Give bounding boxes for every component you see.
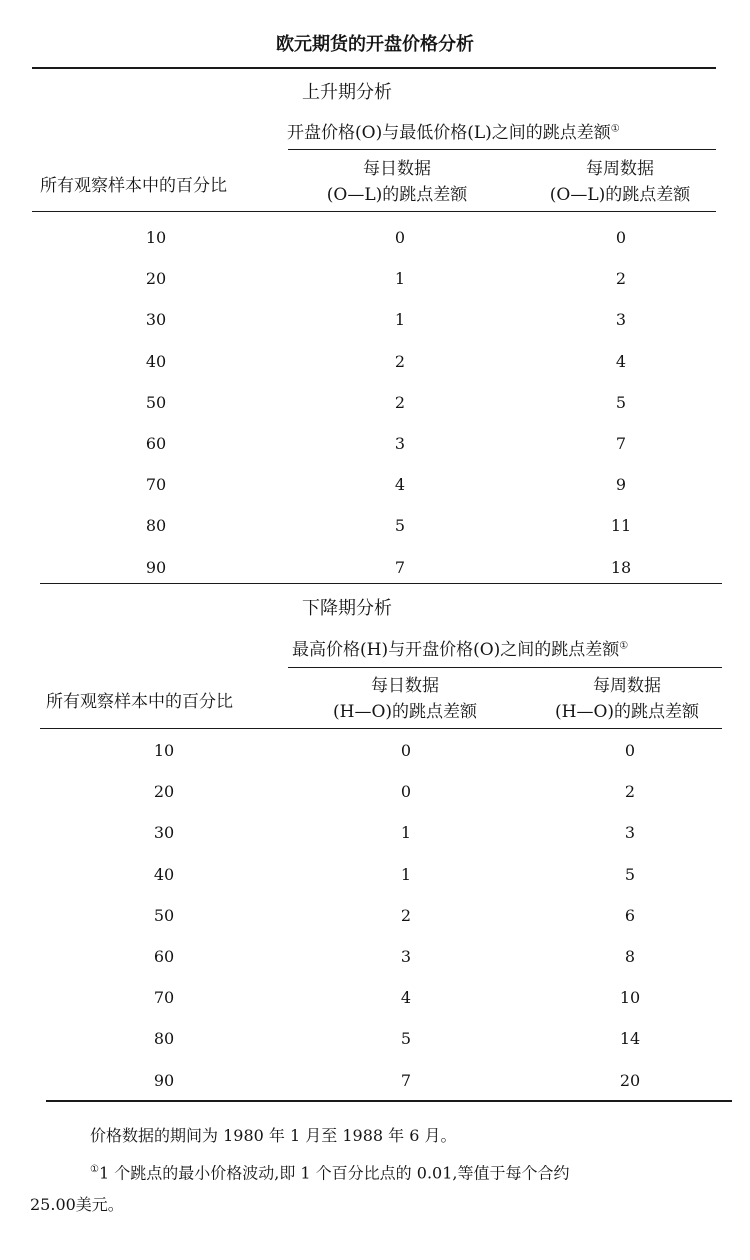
percentile-cell: 20 (153, 782, 175, 802)
footnote-mark: ① (619, 640, 629, 652)
daily-value-cell: 0 (394, 228, 406, 247)
down-weekly-header-line2: (H—O)的跳点差额 (554, 702, 700, 722)
weekly-value-cell: 10 (619, 988, 641, 1008)
percentile-cell: 50 (145, 392, 167, 412)
percentile-cell: 70 (145, 475, 167, 495)
up-sub-header (287, 118, 620, 143)
up-header-rule (32, 211, 716, 212)
down-sub-rule (288, 667, 722, 668)
footnote-text-1: 1 个跳点的最小价格波动,即 1 个百分比点的 0.01,等值于每个合约 (98, 1163, 570, 1183)
up-weekly-header-line2: (O—L)的跳点差额 (549, 185, 691, 205)
weekly-value-cell: 7 (615, 434, 627, 453)
footnote-mark: ① (610, 123, 620, 135)
weekly-value-cell: 5 (624, 864, 636, 884)
weekly-value-cell: 0 (615, 228, 627, 247)
daily-value-cell: 1 (394, 310, 406, 330)
weekly-value-cell: 6 (624, 905, 636, 925)
daily-value-cell: 7 (394, 557, 406, 577)
daily-value-cell: 2 (400, 905, 412, 925)
down-daily-header-line1: 每日数据 (371, 676, 439, 696)
daily-value-cell: 7 (400, 1070, 412, 1090)
percentile-cell: 40 (153, 864, 175, 884)
daily-value-cell: 1 (394, 269, 406, 289)
up-sub-rule (288, 149, 716, 150)
down-daily-header-line2: (H—O)的跳点差额 (332, 702, 478, 722)
percentile-cell: 60 (153, 947, 175, 966)
weekly-value-cell: 0 (624, 741, 636, 760)
weekly-value-cell: 11 (610, 516, 632, 536)
weekly-value-cell: 8 (624, 947, 636, 966)
top-rule (32, 67, 716, 69)
up-daily-header (292, 156, 502, 208)
percentile-cell: 80 (145, 516, 167, 536)
down-daily-header (300, 673, 510, 725)
down-weekly-header (522, 673, 732, 725)
weekly-value-cell: 3 (624, 823, 636, 843)
weekly-value-cell: 4 (615, 351, 627, 371)
percentile-cell: 30 (145, 310, 167, 330)
daily-value-cell: 3 (400, 947, 412, 966)
weekly-value-cell: 5 (615, 392, 627, 412)
percentile-cell: 80 (153, 1029, 175, 1049)
weekly-value-cell: 3 (615, 310, 627, 330)
daily-value-cell: 5 (400, 1029, 412, 1049)
daily-value-cell: 4 (400, 988, 412, 1008)
weekly-value-cell: 20 (619, 1070, 641, 1090)
up-weekly-header-line1: 每周数据 (586, 159, 654, 179)
down-sub-header (292, 635, 628, 660)
percentile-cell: 70 (153, 988, 175, 1008)
down-row-header: 所有观察样本中的百分比 (46, 692, 233, 712)
page-title: 欧元期货的开盘价格分析 (276, 34, 474, 55)
daily-value-cell: 2 (394, 392, 406, 412)
footnote-line1 (90, 1159, 569, 1184)
weekly-value-cell: 18 (610, 557, 632, 577)
daily-value-cell: 4 (394, 475, 406, 495)
daily-value-cell: 0 (400, 782, 412, 802)
footnote-line2: 25.00美元。 (30, 1195, 124, 1214)
down-sub-header-text: 最高价格(H)与开盘价格(O)之间的跳点差额 (292, 640, 620, 660)
percentile-cell: 50 (153, 905, 175, 925)
percentile-cell: 20 (145, 269, 167, 289)
daily-value-cell: 1 (400, 864, 412, 884)
daily-value-cell: 5 (394, 516, 406, 536)
percentile-cell: 10 (153, 741, 175, 760)
up-row-header: 所有观察样本中的百分比 (40, 176, 227, 196)
weekly-value-cell: 9 (615, 475, 627, 495)
percentile-cell: 60 (145, 434, 167, 453)
footnote-mark: ① (90, 1164, 99, 1175)
percentile-cell: 30 (153, 823, 175, 843)
percentile-cell: 40 (145, 351, 167, 371)
up-bottom-rule (40, 583, 722, 584)
percentile-cell: 90 (153, 1070, 175, 1090)
down-header-rule (40, 728, 722, 729)
percentile-cell: 10 (145, 228, 167, 247)
daily-value-cell: 0 (400, 741, 412, 760)
daily-value-cell: 3 (394, 434, 406, 453)
up-section-title: 上升期分析 (302, 82, 392, 103)
up-daily-header-line1: 每日数据 (363, 159, 431, 179)
bottom-rule (46, 1100, 732, 1102)
weekly-value-cell: 2 (615, 269, 627, 289)
weekly-value-cell: 2 (624, 782, 636, 802)
daily-value-cell: 2 (394, 351, 406, 371)
down-section-title: 下降期分析 (302, 598, 392, 619)
period-note: 价格数据的期间为 1980 年 1 月至 1988 年 6 月。 (90, 1126, 457, 1145)
up-weekly-header (515, 156, 725, 208)
daily-value-cell: 1 (400, 823, 412, 843)
percentile-cell: 90 (145, 557, 167, 577)
down-weekly-header-line1: 每周数据 (593, 676, 661, 696)
up-daily-header-line2: (O—L)的跳点差额 (326, 185, 468, 205)
weekly-value-cell: 14 (619, 1029, 641, 1049)
up-sub-header-text: 开盘价格(O)与最低价格(L)之间的跳点差额 (287, 123, 611, 143)
